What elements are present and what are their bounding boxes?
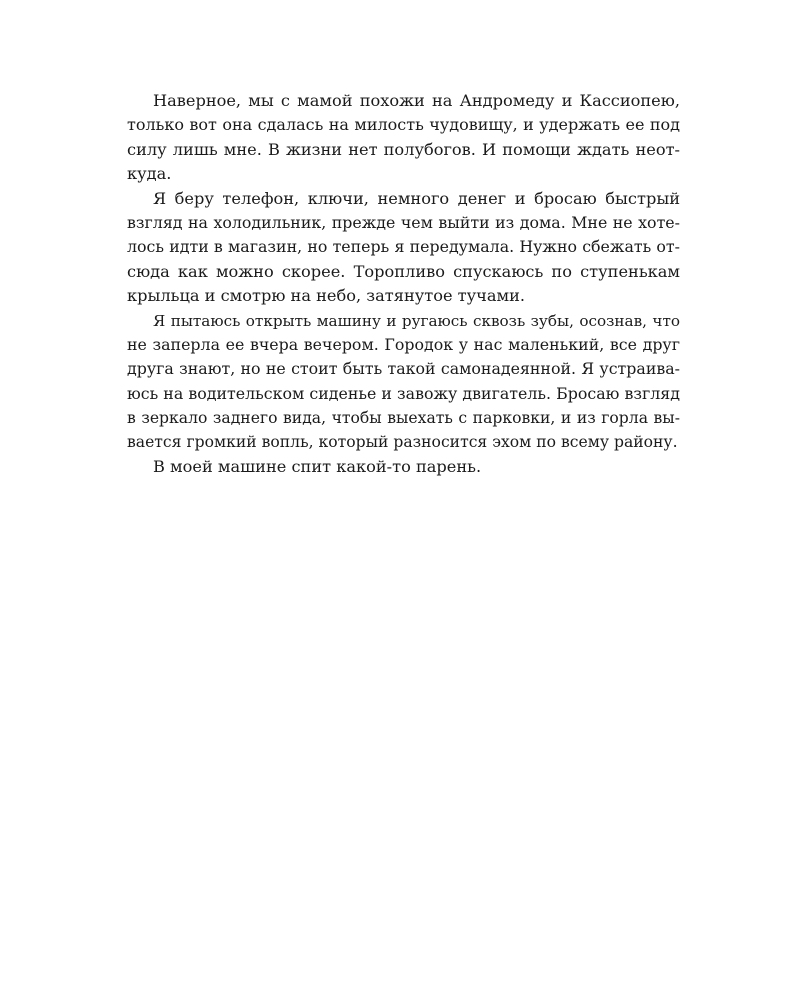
- paragraph-2-line-5: крыльца и смотрю на небо, затянутое тучами.: [127, 286, 526, 306]
- body-text: [127, 89, 680, 479]
- paragraph-3-line-6: вается громкий вопль, который разносится эхом по всему району.: [127, 433, 678, 452]
- paragraph-4-line-1: В моей машине спит какой-то парень.: [153, 456, 482, 476]
- paragraph-1-line-1: Наверное, мы с мамой похожи на Андромеду и Кассиопею,: [153, 91, 680, 110]
- paragraph-3-line-2: не заперла ее вчера вечером. Городок у нас маленький, все друг: [127, 334, 680, 354]
- paragraph-2-line-2: взгляд на холодильник, прежде чем выйти из дома. Мне не хоте-: [127, 212, 680, 232]
- paragraph-1-line-4: куда.: [127, 164, 172, 184]
- paragraph-1-line-3: силу лишь мне. В жизни нет полубогов. И помощи ждать неот-: [127, 139, 680, 159]
- paragraph-2-line-3: лось идти в магазин, но теперь я передумала. Нужно сбежать от-: [127, 237, 680, 257]
- paragraph-2-line-1: Я беру телефон, ключи, немного денег и бросаю быстрый: [153, 188, 680, 208]
- paragraph-3-line-4: юсь на водительском сиденье и завожу двигатель. Бросаю взгляд: [127, 383, 680, 403]
- paragraph-1-line-2: только вот она сдалась на милость чудовищу, и удержать ее под: [127, 115, 680, 135]
- paragraph-3-line-5: в зеркало заднего вида, чтобы выехать с парковки, и из горла вы-: [127, 409, 680, 428]
- paragraph-2-line-4: сюда как можно скорее. Торопливо спускаюсь по ступенькам: [127, 261, 680, 281]
- paragraph-3-line-3: друга знают, но не стоит быть такой самонадеянной. Я устраива-: [127, 359, 680, 379]
- paragraph-3-line-1: Я пытаюсь открыть машину и ругаюсь сквозь зубы, осознав, что: [153, 311, 680, 330]
